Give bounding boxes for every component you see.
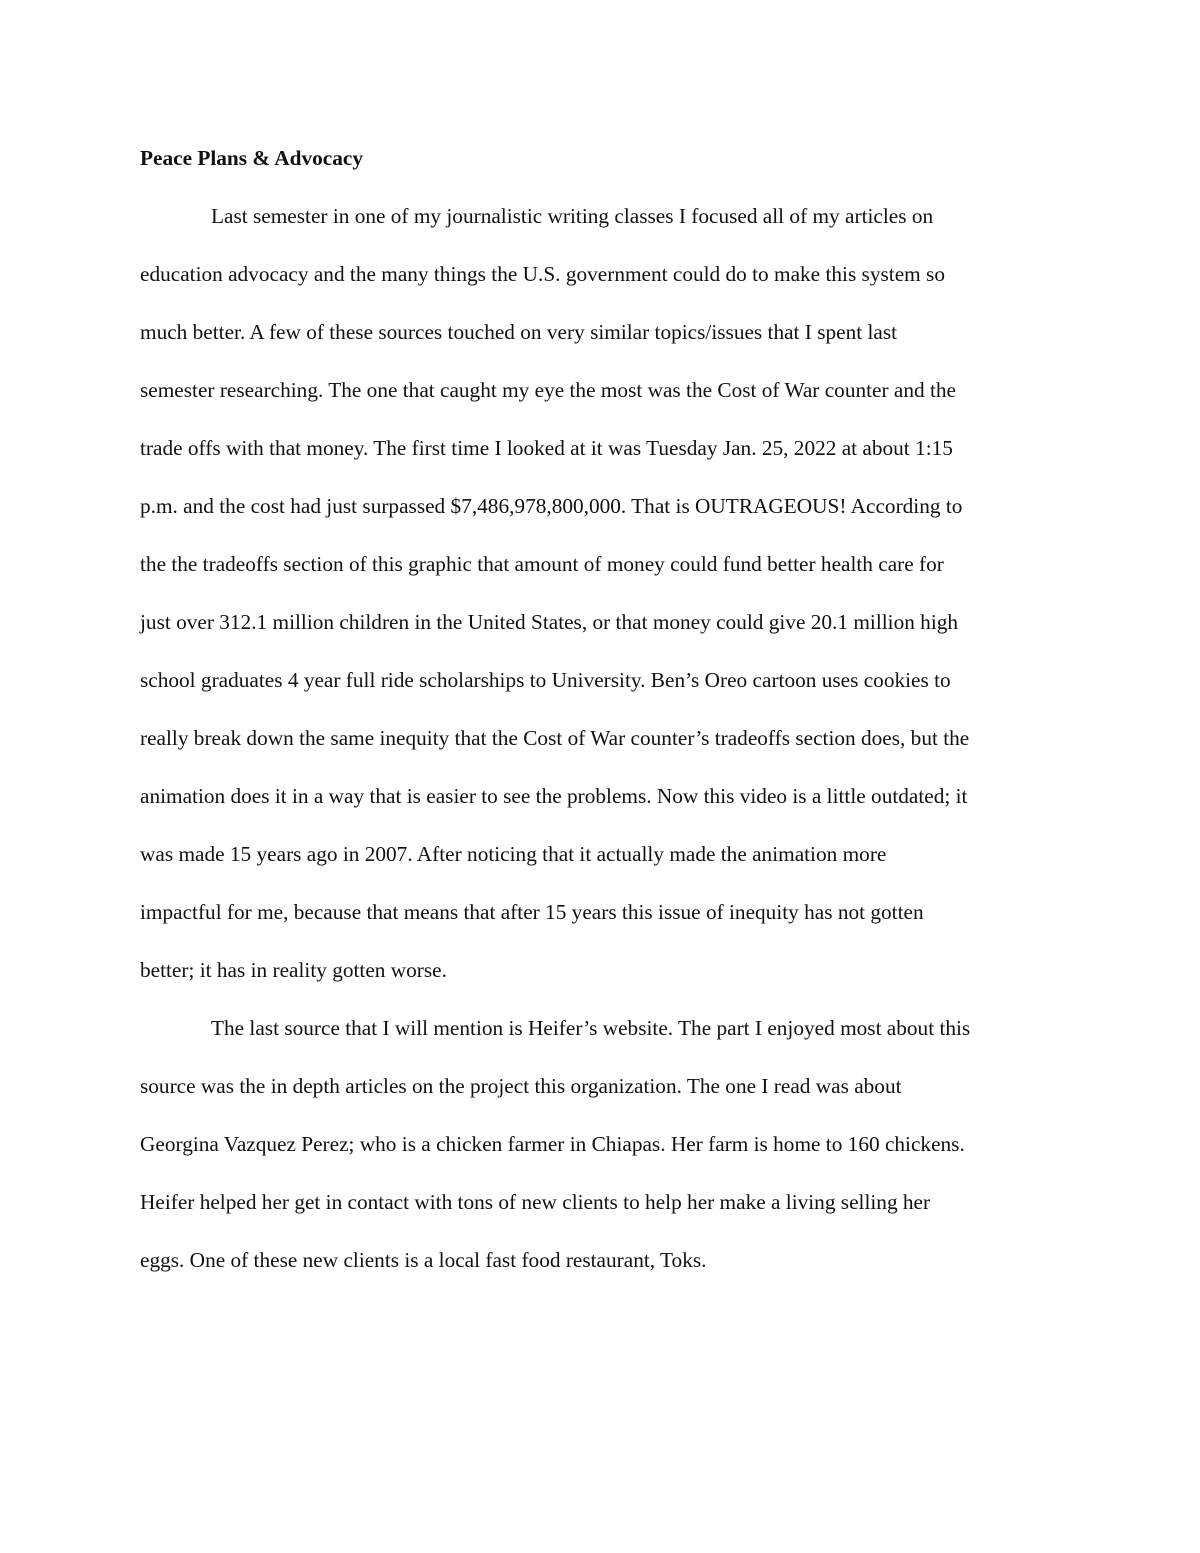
text-line: school graduates 4 year full ride scholarships to University. Ben’s Oreo cartoon uses cookies to	[140, 668, 951, 692]
text-line: Georgina Vazquez Perez; who is a chicken farmer in Chiapas. Her farm is home to 160 chickens.	[140, 1132, 965, 1156]
text-line: The last source that I will mention is Heifer’s website. The part I enjoyed most about this	[211, 1016, 971, 1040]
text-line: eggs. One of these new clients is a local fast food restaurant, Toks.	[140, 1248, 707, 1272]
text-line: Last semester in one of my journalistic writing classes I focused all of my articles on	[211, 204, 934, 228]
text-line: p.m. and the cost had just surpassed $7,486,978,800,000. That is OUTRAGEOUS! According to	[140, 494, 963, 518]
paragraph-2	[140, 999, 1065, 1289]
text-line: the the tradeoffs section of this graphic that amount of money could fund better health care for	[140, 552, 944, 576]
text-line: Heifer helped her get in contact with tons of new clients to help her make a living selling her	[140, 1190, 931, 1214]
text-line: education advocacy and the many things the U.S. government could do to make this system so	[140, 262, 945, 286]
text-line: source was the in depth articles on the project this organization. The one I read was about	[140, 1074, 902, 1098]
document-title: Peace Plans & Advocacy	[140, 146, 363, 170]
paragraph-1	[140, 187, 1065, 999]
text-line: impactful for me, because that means that after 15 years this issue of inequity has not gotten	[140, 900, 924, 924]
text-line: better; it has in reality gotten worse.	[140, 958, 447, 982]
text-line: animation does it in a way that is easier to see the problems. Now this video is a little outdated; it	[140, 784, 968, 808]
text-line: trade offs with that money. The first time I looked at it was Tuesday Jan. 25, 2022 at about 1:15	[140, 436, 953, 460]
text-line: just over 312.1 million children in the United States, or that money could give 20.1 million high	[140, 610, 959, 634]
text-line: was made 15 years ago in 2007. After noticing that it actually made the animation more	[140, 842, 887, 866]
text-line: semester researching. The one that caught my eye the most was the Cost of War counter and the	[140, 378, 956, 402]
document-body	[140, 129, 1065, 1289]
text-line: really break down the same inequity that the Cost of War counter’s tradeoffs section does, but the	[140, 726, 970, 750]
text-line: much better. A few of these sources touched on very similar topics/issues that I spent last	[140, 320, 898, 344]
